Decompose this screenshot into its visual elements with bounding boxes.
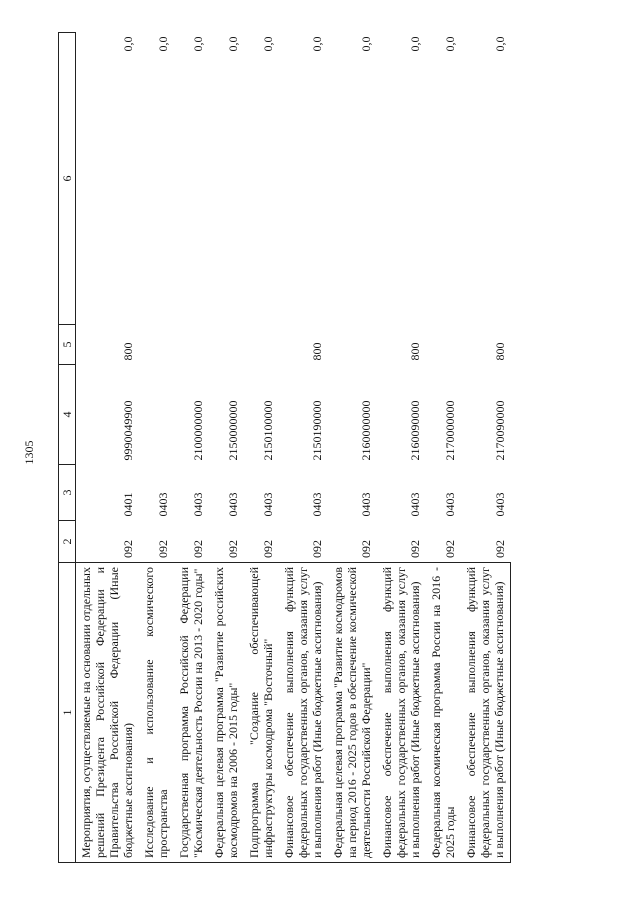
row-name: Подпрограмма "Создание обеспечивающей инфраструктуры космодрома "Восточный" — [244, 563, 279, 863]
expense-type-code — [139, 325, 174, 365]
sum-value: 0,0 — [191, 36, 205, 52]
section-code: 0403 — [310, 492, 324, 517]
table-row — [461, 33, 511, 863]
ministry-code: 092 — [492, 540, 507, 558]
sum-value: 0,0 — [121, 36, 135, 52]
section-code: 0403 — [261, 492, 275, 517]
row-name: Федеральная целевая программа "Развитие космодромов на период 2016 - 2025 годов в обеспечение космической деятельности Российской Федерации" — [328, 563, 377, 863]
ministry-code: 092 — [310, 540, 324, 558]
sum-value: 0,0 — [359, 36, 373, 52]
target-code: 2160000000 — [359, 400, 373, 461]
ministry-code: 092 — [359, 540, 373, 558]
expense-type-code — [426, 325, 461, 365]
column-header: 3 — [59, 465, 76, 521]
ministry-code: 092 — [121, 540, 135, 558]
sum-value: 0,0 — [443, 36, 457, 52]
target-code: 2170000000 — [443, 400, 457, 461]
row-name: Исследование и использование космического пространства — [139, 563, 174, 863]
page-number: 1305 — [22, 440, 36, 465]
column-header: 6 — [59, 33, 76, 325]
target-code: 9990049900 — [121, 400, 135, 461]
row-name: Финансовое обеспечение выполнения функций федеральных государственных органов, оказания услуг и выполнения работ (Иные бюджетные ассигнования) — [461, 563, 511, 863]
table-row — [377, 33, 426, 863]
column-header: 2 — [59, 521, 76, 563]
sum-value: 0,0 — [226, 36, 240, 52]
section-code: 0403 — [156, 492, 170, 517]
table-row — [139, 33, 174, 863]
section-code: 0403 — [492, 492, 507, 517]
table-row — [174, 33, 209, 863]
ministry-code: 092 — [261, 540, 275, 558]
column-header: 1 — [59, 563, 76, 863]
table-row — [279, 33, 328, 863]
sum-value: 0,0 — [310, 36, 324, 52]
column-header: 4 — [59, 365, 76, 465]
ministry-code: 092 — [191, 540, 205, 558]
target-code: 2160090000 — [408, 400, 422, 461]
ministry-code: 092 — [408, 540, 422, 558]
expense-type-code — [174, 325, 209, 365]
row-name: Федеральная космическая программа России на 2016 - 2025 годы — [426, 563, 461, 863]
ministry-code: 092 — [226, 540, 240, 558]
ministry-code: 092 — [443, 540, 457, 558]
ministry-code: 092 — [156, 540, 170, 558]
row-name: Федеральная целевая программа "Развитие российских космодромов на 2006 - 2015 годы" — [209, 563, 244, 863]
expense-type-code — [209, 325, 244, 365]
table-body — [76, 33, 511, 863]
target-code — [139, 365, 174, 465]
target-code: 2150190000 — [310, 400, 324, 461]
column-header: 5 — [59, 325, 76, 365]
table-row — [209, 33, 244, 863]
section-code: 0403 — [191, 492, 205, 517]
table-row — [426, 33, 461, 863]
expense-type-code: 800 — [121, 342, 135, 361]
table-row — [328, 33, 377, 863]
section-code: 0403 — [359, 492, 373, 517]
section-code: 0403 — [408, 492, 422, 517]
row-name: Финансовое обеспечение выполнения функций федеральных государственных органов, оказания услуг и выполнения работ (Иные бюджетные ассигнования) — [377, 563, 426, 863]
table-row — [244, 33, 279, 863]
sum-value: 0,0 — [156, 36, 170, 52]
table-row — [76, 33, 140, 863]
target-code: 2170090000 — [492, 400, 507, 461]
section-code: 0403 — [226, 492, 240, 517]
section-code: 0401 — [121, 492, 135, 517]
table-header — [59, 33, 76, 863]
expense-type-code: 800 — [408, 342, 422, 361]
expense-type-code — [328, 325, 377, 365]
target-code: 2100000000 — [191, 400, 205, 461]
row-name: Мероприятия, осуществляемые на основании отдельных решений Президента Российской Федерации и Правительства Российской Федерации (Иные бюджетные ассигнования) — [76, 563, 140, 863]
row-name: Государственная программа Российской Федерации "Космическая деятельность России на 2013 - 2020 годы" — [174, 563, 209, 863]
expense-type-code: 800 — [492, 342, 507, 361]
target-code: 2150000000 — [226, 400, 240, 461]
expense-type-code — [244, 325, 279, 365]
section-code: 0403 — [443, 492, 457, 517]
expense-type-code: 800 — [310, 342, 324, 361]
sum-value: 0,0 — [492, 36, 507, 52]
budget-table — [58, 32, 511, 863]
sum-value: 0,0 — [408, 36, 422, 52]
row-name: Финансовое обеспечение выполнения функций федеральных государственных органов, оказания услуг и выполнения работ (Иные бюджетные ассигнования) — [279, 563, 328, 863]
target-code: 2150100000 — [261, 400, 275, 461]
sum-value: 0,0 — [261, 36, 275, 52]
